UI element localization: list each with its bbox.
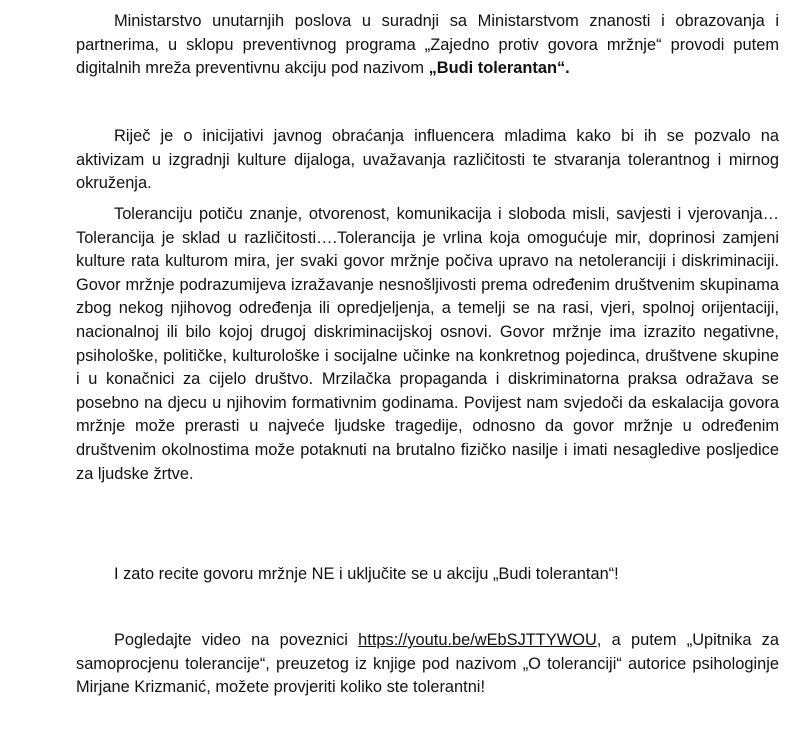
paragraph-tolerance: Toleranciju potiču znanje, otvorenost, komunikacija i sloboda misli, savjesti i vjerovanja… Tolerancija je sklad u različitosti….Tolerancija je vrlina koja omogućuje mir, doprinosi zamjeni kulture rata kulturom mira, jer svaki govor mržnje počiva upravo na netoleranciji i diskriminaciji. Govor mržnje podrazumijeva izražavanje nesnošljivosti prema određenim društvenim skupinama zbog nekog njihovog određenja ili opredjeljenja, a temelji se na rasi, vjeri, spolnoj orijentaciji, nacionalnoj ili bilo kojoj drugoj diskriminacijskoj osnovi. Govor mržnje ima izrazito negativne, psihološke, političke, kulturološke i socijalne učinke na konkretnog pojedinca, društvene skupine i u konačnici za cijelo društvo. Mrzilačka propaganda i diskriminatorna praksa odražava se posebno na djecu u njihovim formativnim godinama. Povijest nam svjedoči da eskalacija govora mržnje može prerasti u najveće ljudske tragedije, odnosno da govor mržnje u određenim društvenim okolnostima može potaknuti na brutalno fizičko nasilje i imati nesagledive posljedice za ljudske žrtve. (76, 205, 779, 483)
paragraph-video-text-after: , a putem „Upitnika za samoprocjenu tolerancije“, preuzetog iz knjige pod nazivom „O toleranciji“ autorice psihologinje Mirjane Krizmanić, možete provjeriti koliko ste tolerantni! (76, 631, 779, 697)
paragraph-intro-text: Ministarstvo unutarnjih poslova u suradnji sa Ministarstvom znanosti i obrazovanja i partnerima, u sklopu preventivnog programa „Zajedno protiv govora mržnje“ provodi putem digitalnih mreža preventivnu akciju pod nazivom (76, 12, 779, 78)
campaign-name: „Budi tolerantan“. (428, 59, 570, 78)
paragraph-intro (76, 10, 779, 81)
paragraph-video (76, 629, 779, 700)
paragraph-initiative: Riječ je o inicijativi javnog obraćanja influencera mladima kako bi ih se pozvalo na aktivizam u izgradnji kulture dijaloga, uvažavanja različitosti te stvaranja tolerantnog i mirnog okruženja. (76, 127, 779, 193)
paragraph-video-text-before: Pogledajte video na poveznici (114, 631, 359, 649)
video-link[interactable]: https://youtu.be/wEbSJTTYWOU (358, 631, 597, 649)
paragraph-call-to-action: I zato recite govoru mržnje NE i uključite se u akciju „Budi tolerantan“! (114, 565, 619, 583)
